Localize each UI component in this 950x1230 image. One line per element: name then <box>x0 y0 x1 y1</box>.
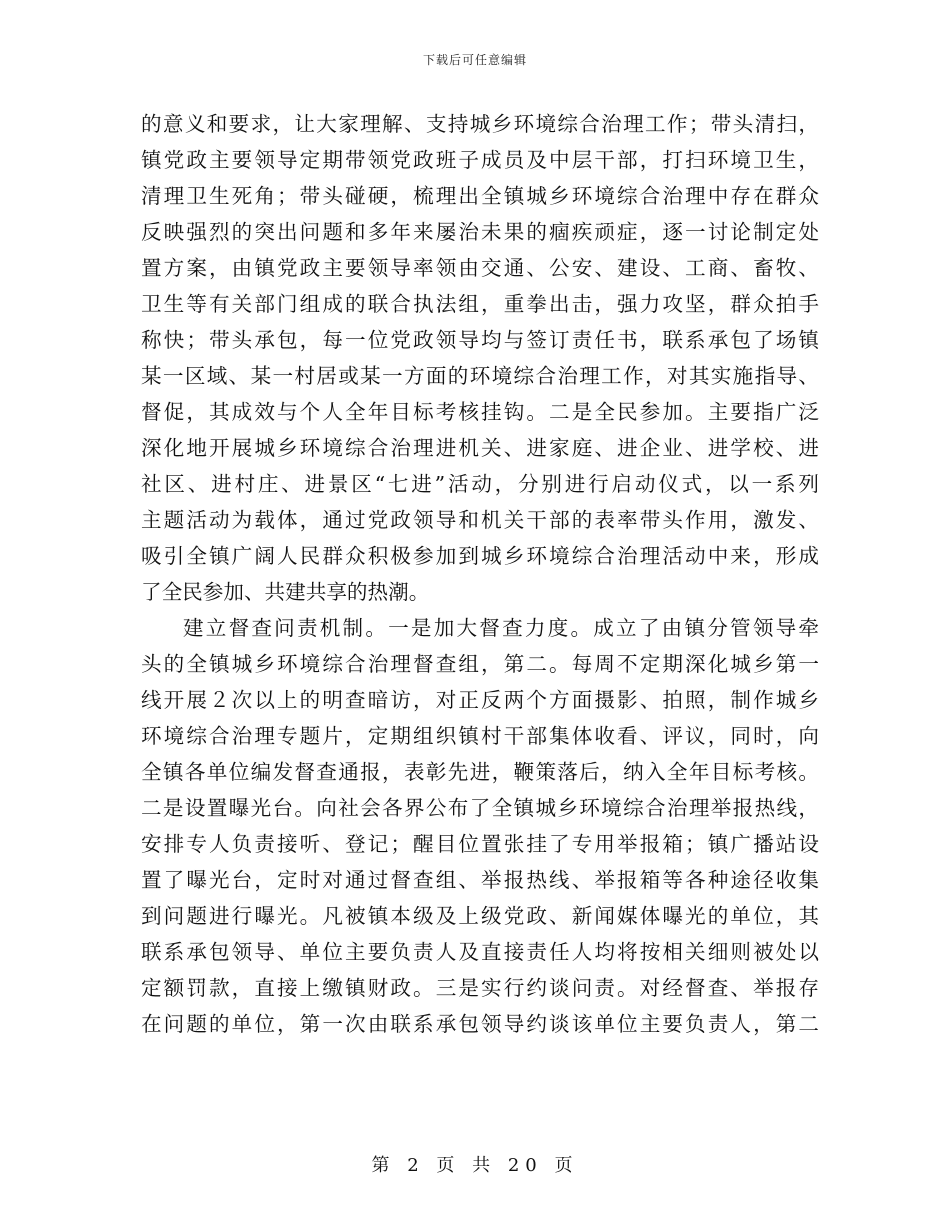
text-line: 联系承包领导、单位主要负责人及直接责任人均将按相关细则被处以 <box>141 940 819 964</box>
text-line: 的意义和要求，让大家理解、支持城乡环境综合治理工作；带头清扫， <box>141 112 819 136</box>
text-line: 社区、进村庄、进景区“七进”活动，分别进行启动仪式，以一系列 <box>141 472 819 496</box>
text-line: 到问题进行曝光。凡被镇本级及上级党政、新闻媒体曝光的单位，其 <box>141 904 819 928</box>
text-line: 全镇各单位编发督查通报，表彰先进，鞭策落后，纳入全年目标考核。 <box>141 760 819 784</box>
paragraph-2 <box>141 610 819 1042</box>
text-line: 清理卫生死角；带头碰硬，梳理出全镇城乡环境综合治理中存在群众 <box>141 184 819 208</box>
text-line: 环境综合治理专题片，定期组织镇村干部集体收看、评议，同时，向 <box>141 724 819 748</box>
text-line: 镇党政主要领导定期带领党政班子成员及中层干部，打扫环境卫生， <box>141 148 819 172</box>
page-number: 第 2 页 共 20 页 <box>371 1155 579 1176</box>
text-line: 置了曝光台，定时对通过督查组、举报热线、举报箱等各种途径收集 <box>141 868 819 892</box>
text-line: 置方案，由镇党政主要领导率领由交通、公安、建设、工商、畜牧、 <box>141 256 819 280</box>
page-header: 下载后可任意编辑 <box>422 53 527 67</box>
text-line: 在问题的单位，第一次由联系承包领导约谈该单位主要负责人，第二 <box>141 1012 819 1036</box>
text-line: 建立督查问责机制。一是加大督查力度。成立了由镇分管领导牵 <box>183 616 819 640</box>
document-body <box>141 106 819 1042</box>
text-line: 某一区域、某一村居或某一方面的环境综合治理工作，对其实施指导、 <box>141 364 819 388</box>
text-line: 二是设置曝光台。向社会各界公布了全镇城乡环境综合治理举报热线， <box>141 796 819 820</box>
text-line: 卫生等有关部门组成的联合执法组，重拳出击，强力攻坚，群众拍手 <box>141 292 819 316</box>
text-line: 深化地开展城乡环境综合治理进机关、进家庭、进企业、进学校、进 <box>141 436 819 460</box>
text-line: 督促，其成效与个人全年目标考核挂钩。二是全民参加。主要指广泛 <box>141 400 819 424</box>
text-line: 头的全镇城乡环境综合治理督查组，第二。每周不定期深化城乡第一 <box>141 652 819 676</box>
text-line: 线开展２次以上的明查暗访，对正反两个方面摄影、拍照，制作城乡 <box>141 688 819 712</box>
text-line: 安排专人负责接听、登记；醒目位置张挂了专用举报箱；镇广播站设 <box>141 832 819 856</box>
text-line: 定额罚款，直接上缴镇财政。三是实行约谈问责。对经督查、举报存 <box>141 976 819 1000</box>
text-line: 吸引全镇广阔人民群众积极参加到城乡环境综合治理活动中来，形成 <box>141 544 819 568</box>
text-line: 了全民参加、共建共享的热潮。 <box>141 580 430 604</box>
text-line: 主题活动为载体，通过党政领导和机关干部的表率带头作用，激发、 <box>141 508 819 532</box>
text-line: 称快；带头承包，每一位党政领导均与签订责任书，联系承包了场镇 <box>141 328 819 352</box>
paragraph-1 <box>141 106 819 610</box>
text-line: 反映强烈的突出问题和多年来屡治未果的痼疾顽症，逐一讨论制定处 <box>141 220 819 244</box>
